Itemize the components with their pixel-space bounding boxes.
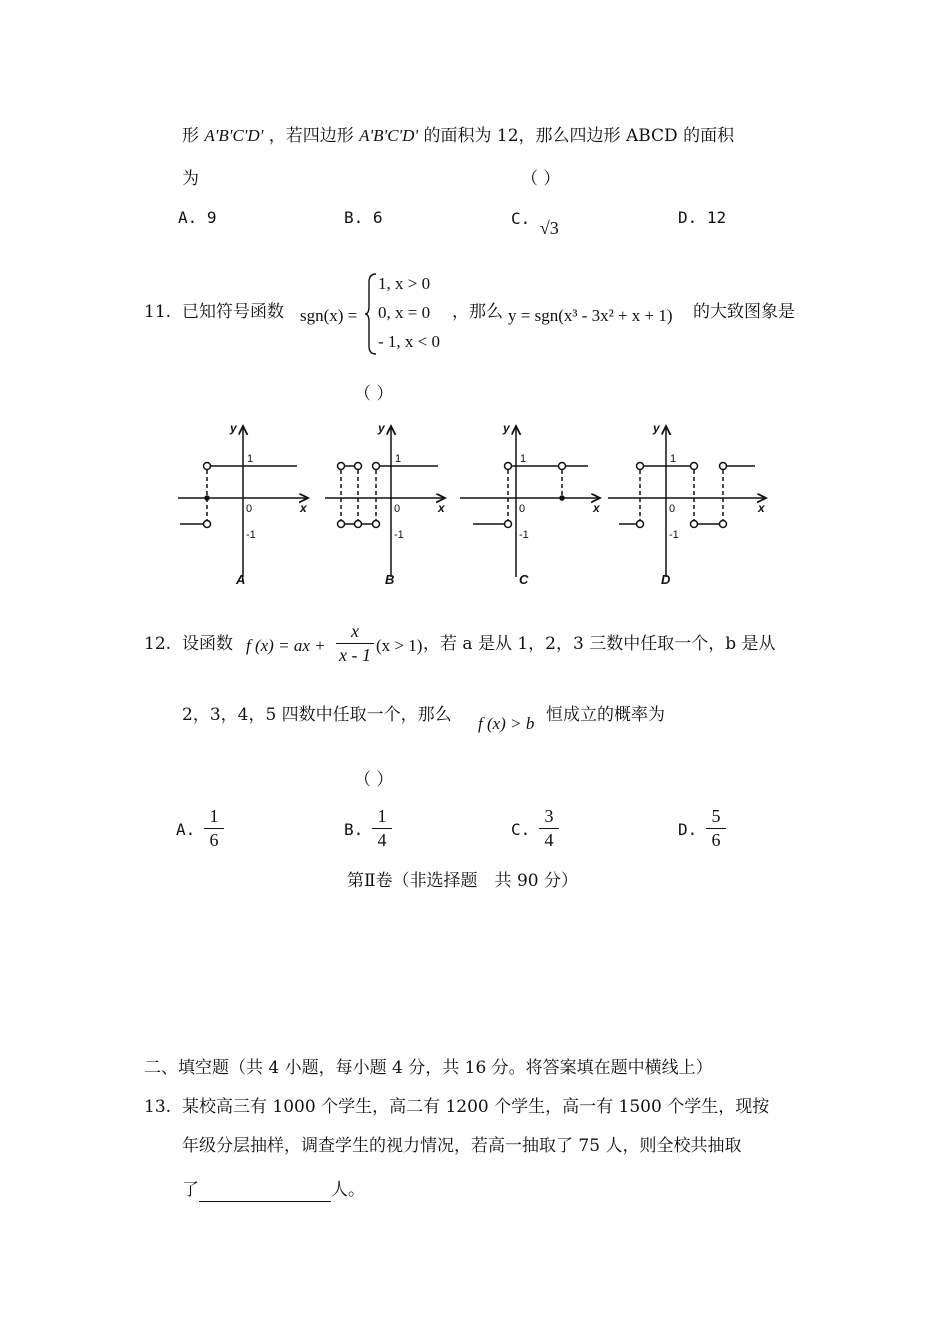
q12-line2-b: 恒成立的概率为 [546,705,665,725]
axis-x: x [593,501,600,515]
option-value: 9 [206,208,217,227]
q10-option-d [678,208,726,227]
case-3: - 1, x < 0 [378,332,440,351]
fill-section-heading: 二、填空题（共 4 小题，每小题 4 分，共 16 分。将答案填在题中横线上） [144,1058,713,1078]
option-value: √3 [539,218,559,238]
q10-line1 [182,124,734,148]
frac-bar [336,643,374,644]
tick-origin: 0 [246,503,253,515]
tick-neg-one: -1 [246,529,256,541]
q10-text-c: 的面积为 12，那么四边形 ABCD 的面积 [423,126,735,146]
q11-func: sgn(x) = [300,306,358,325]
q11-text-c: 的大致图象是 [693,302,795,322]
graph-b [325,426,445,577]
q10-shape2: A'B'C'D' [359,126,419,145]
q12-func: f (x) = ax + [246,636,326,655]
tick-neg-one: -1 [669,529,679,541]
q12-option-d-label: D. [678,820,698,839]
axis-x: x [300,501,307,515]
q10-option-c [511,208,559,238]
option-label: C. [511,209,531,228]
graph-d [608,426,766,577]
q13-text-a: 了 [182,1180,199,1200]
option-label: D. [678,208,698,227]
q11-paren: （ ） [354,384,394,404]
q10-text-b: ，若四边形 [268,126,354,146]
tick-one: 1 [520,453,527,465]
q12-option-b-label: B. [344,820,364,839]
frac-den: x - 1 [339,645,371,665]
graph-c [460,426,600,577]
axis-y: y [378,421,385,435]
graph-letter-b: B [385,572,395,587]
answer-blank[interactable] [199,1183,331,1202]
q12-option-d [706,806,726,851]
q12-option-c-label: C. [511,820,531,839]
frac-num: 5 [711,806,721,826]
axis-x: x [438,501,445,515]
q12-option-a-label: A. [176,820,196,839]
q12-paren: （ ） [354,770,394,790]
option-label: A. [178,208,198,227]
tick-origin: 0 [669,503,676,515]
axis-y: y [230,421,237,435]
case-1: 1, x > 0 [378,274,431,293]
graph-a [178,426,308,577]
option-label: B. [344,208,364,227]
axis-x: x [758,501,765,515]
q12-text-b: ，若 a 是从 1，2，3 三数中任取一个，b 是从 [423,634,776,654]
frac-den: 6 [711,830,721,850]
q12-option-b [372,806,392,851]
q12-option-c [539,806,559,851]
q10-option-b [344,208,383,227]
tick-origin: 0 [519,503,526,515]
q12-option-a [204,806,224,851]
frac-num: 3 [544,806,554,826]
q11-text-b: ，那么 [452,302,503,322]
section-2-title: 第Ⅱ卷（非选择题 共 90 分） [347,871,578,891]
q13-line2: 年级分层抽样，调查学生的视力情况，若高一抽取了 75 人，则全校共抽取 [182,1136,742,1156]
frac-num: 1 [377,806,387,826]
graph-letter-d: D [661,572,671,587]
frac-den: 4 [544,830,554,850]
q12-number: 12. [144,634,172,654]
tick-neg-one: -1 [394,529,404,541]
frac-den: 6 [209,830,219,850]
tick-one: 1 [670,453,677,465]
option-value: 12 [706,208,727,227]
q12-cond: f (x) > b [478,714,535,733]
option-value: 6 [372,208,383,227]
tick-one: 1 [247,453,254,465]
axis-y: y [653,421,660,435]
case-brace [364,272,378,356]
frac-num: 1 [209,806,219,826]
q12-fraction [336,621,374,666]
graph-letter-a: A [236,572,246,587]
q13-line1: 某校高三有 1000 个学生，高二有 1200 个学生，高一有 1500 个学生，现按 [182,1097,770,1117]
q13-number: 13. [144,1097,172,1117]
axis-y: y [503,421,510,435]
tick-origin: 0 [394,503,401,515]
case-2: 0, x = 0 [378,303,431,322]
q10-line2: 为 [182,169,199,189]
tick-one: 1 [395,453,402,465]
q11-expr: y = sgn(x³ - 3x² + x + 1) [508,306,673,325]
q10-shape1: A'B'C'D' [204,126,264,145]
q13-line3 [182,1178,365,1202]
q10-option-a [178,208,217,227]
frac-num: x [351,621,359,641]
frac-den: 4 [377,830,387,850]
q11-number: 11. [144,302,172,322]
q12-domain: (x > 1) [376,636,423,655]
q11-text-a: 已知符号函数 [182,302,284,322]
sgn-graphs [170,412,800,592]
q12-text-a: 设函数 [182,634,233,654]
q13-text-b: 人。 [331,1180,365,1200]
graph-letter-c: C [519,572,529,587]
q12-line2-a: 2，3，4，5 四数中任取一个，那么 [182,705,452,725]
q10-paren: （ ） [521,169,561,189]
tick-neg-one: -1 [519,529,529,541]
q10-text-a: 形 [182,126,199,146]
